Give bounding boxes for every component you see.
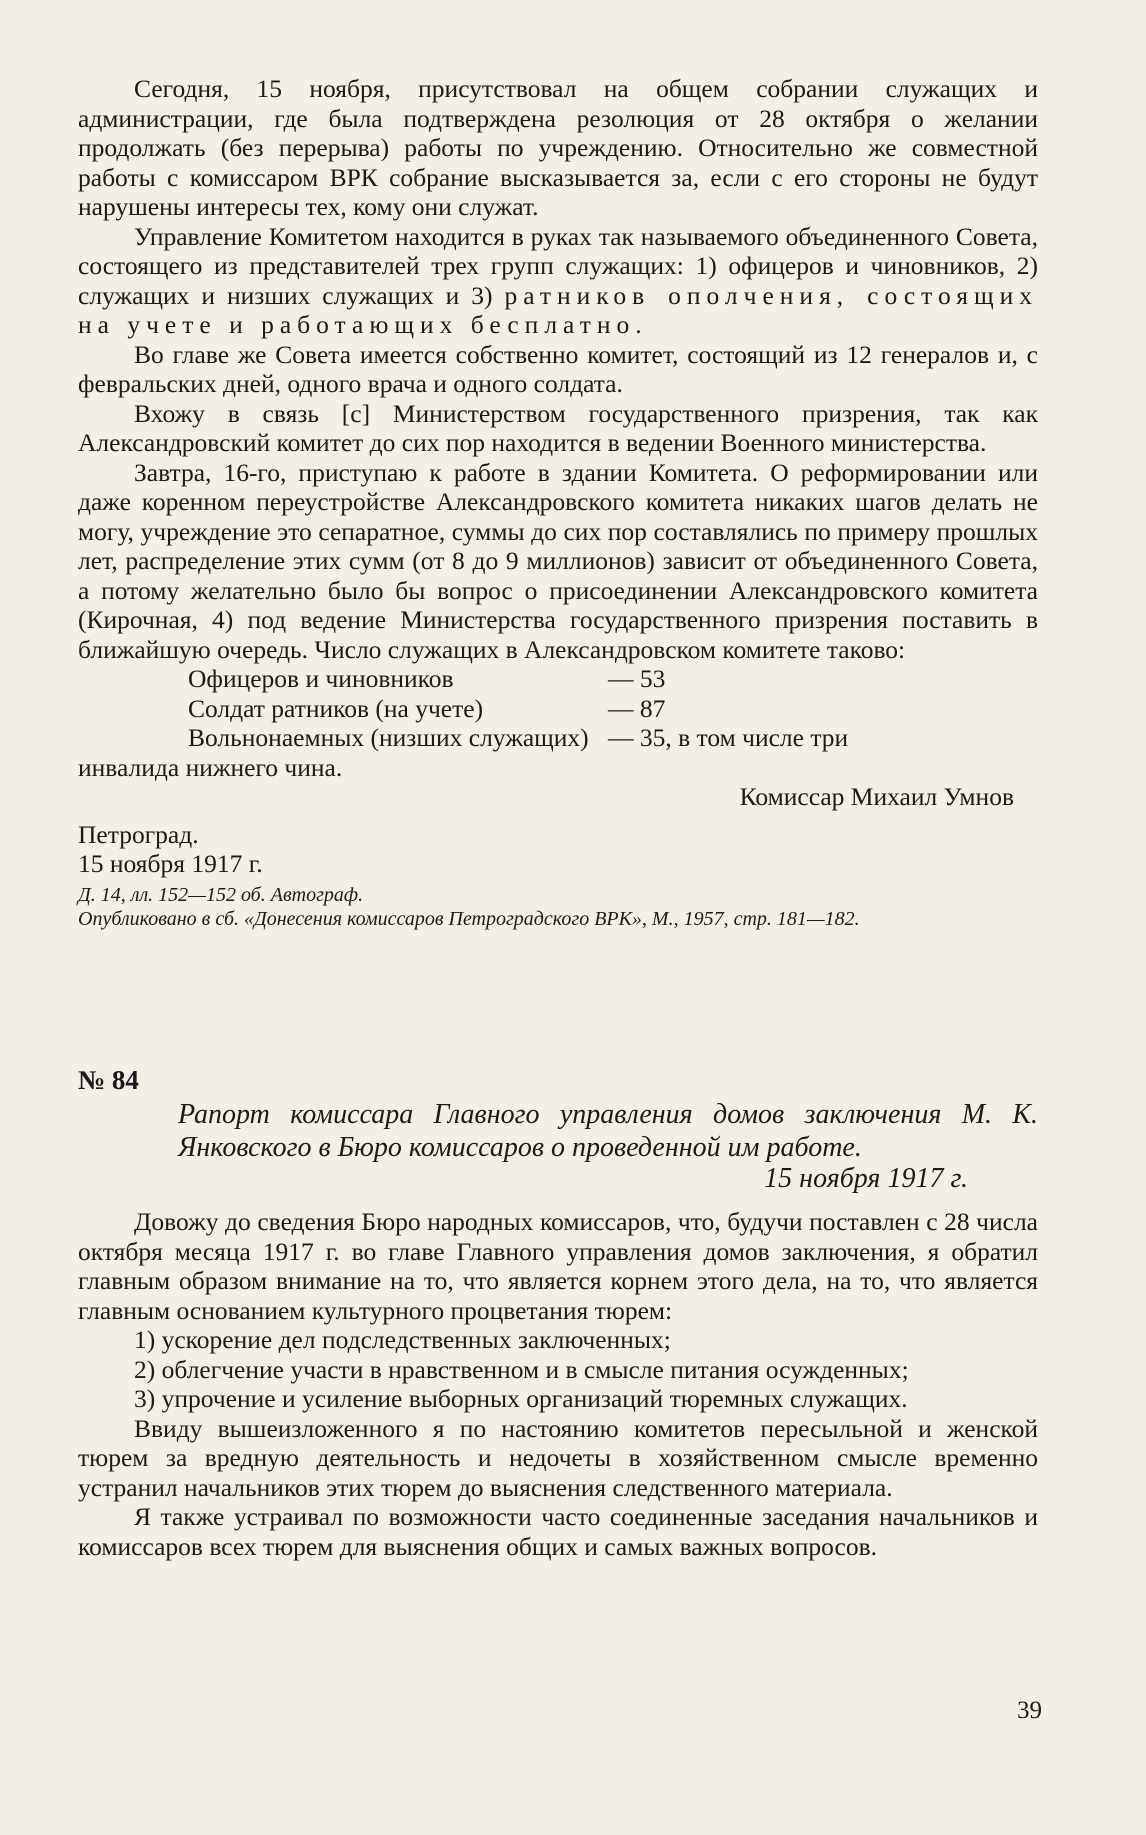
date: 15 ноября 1917 г. [78, 849, 263, 878]
paragraph: Я также устраивал по возможности часто соединенные заседания начальников и комиссаров всех тюрем для выяснения общих и самых важных вопросов. [78, 1502, 1038, 1561]
list-item: 3) упрочение и усиление выборных организаций тюремных служащих. [134, 1384, 908, 1413]
document-84-body [78, 1207, 1038, 1561]
paragraph-text: Управление Комитетом находится в руках так называемого объединенного Совета, состоящего из представителей трех групп служащих: 1) офицеров и чиновников, 2) служащих и низших служащих и 3) [78, 221, 1038, 310]
staff-row [188, 664, 1038, 694]
staff-tail: инвалида нижнего чина. [78, 752, 343, 782]
publication-source: Опубликовано в сб. «Донесения комиссаров Петроградского ВРК», М., 1957, стр. 181—182. [78, 907, 860, 930]
paragraph: Завтра, 16-го, приступаю к работе в здании Комитета. О реформировании или даже коренном переустройстве Александровского комитета никаких шагов делать не могу, учреждение это сепаратное, суммы до сих пор составлялись по примеру прошлых лет, распределение этих сумм (от 8 до 9 миллионов) зависит от объединенного Совета, а потому желательно было бы вопрос о присоединении Александровского комитета (Кирочная, 4) под ведение Министерства государственного призрения поставить в ближайшую очередь. Число служащих в Александровском комитете таково: [78, 457, 1038, 664]
paragraph: Вхожу в связь [с] Министерством государственного призрения, так как Александровский комитет до сих пор находится в ведении Военного министерства. [78, 398, 1038, 457]
staff-label: Офицеров и чиновников [188, 664, 454, 693]
archive-source: Д. 14, лл. 152—152 об. Автограф. [78, 883, 364, 906]
paragraph: Во главе же Совета имеется собственно комитет, состоящий из 12 генералов и, с февральских дней, одного врача и одного солдата. [78, 339, 1038, 398]
paragraph: Сегодня, 15 ноября, присутствовал на общем собрании служащих и администрации, где была подтверждена резолюция от 28 октября о желании продолжать (без перерыва) работы по учреждению. Относительно же совместной работы с комиссаром ВРК собрание высказывается за, если с его стороны не будут нарушены интересы тех, кому они служат. [78, 74, 1038, 221]
staff-label: Солдат ратников (на учете) [188, 693, 484, 723]
page-number: 39 [1017, 1697, 1042, 1724]
spaced-text: ратников ополчения, состоящих на учете и работающих бесплатно. [78, 280, 1038, 339]
list-item: 1) ускорение дел подследственных заключенных; [134, 1325, 671, 1354]
staff-value: — 35, в том числе три [608, 723, 849, 752]
paragraph: Ввиду вышеизложенного я по настоянию комитетов пересыльной и женской тюрем за вредную деятельность и недочеты в хозяйственном смысле временно устранил начальников этих тюрем до выяснения следственного материала. [78, 1413, 1038, 1502]
document-number: № 84 [78, 1065, 139, 1095]
document-title: Рапорт комиссара Главного управления домов заключения М. К. Янковского в Бюро комиссаров о проведенной им работе. [178, 1098, 1038, 1163]
place: Петроград. [78, 819, 199, 849]
staff-label: Вольнонаемных (низших служащих) [188, 723, 589, 752]
staff-row [188, 694, 1038, 724]
document-84-header [78, 1066, 1038, 1193]
paragraph [78, 222, 1038, 340]
staff-row [188, 723, 1038, 753]
document-date: 15 ноября 1917 г. [764, 1162, 968, 1194]
paragraph: Довожу до сведения Бюро народных комиссаров, что, будучи поставлен с 28 числа октября месяца 1917 г. во главе Главного управления домов заключения, я обратил главным образом внимание на то, что является корнем этого дела, на то, что является главным основанием культурного процветания тюрем: [78, 1207, 1038, 1325]
document-83-body [78, 74, 1038, 931]
signature: Комиссар Михаил Умнов [739, 782, 1014, 811]
list-item: 2) облегчение участи в нравственном и в смысле питания осужденных; [134, 1354, 909, 1384]
staff-value: — 87 [608, 693, 666, 723]
staff-value: — 53 [608, 664, 666, 693]
staff-table [188, 664, 1038, 753]
